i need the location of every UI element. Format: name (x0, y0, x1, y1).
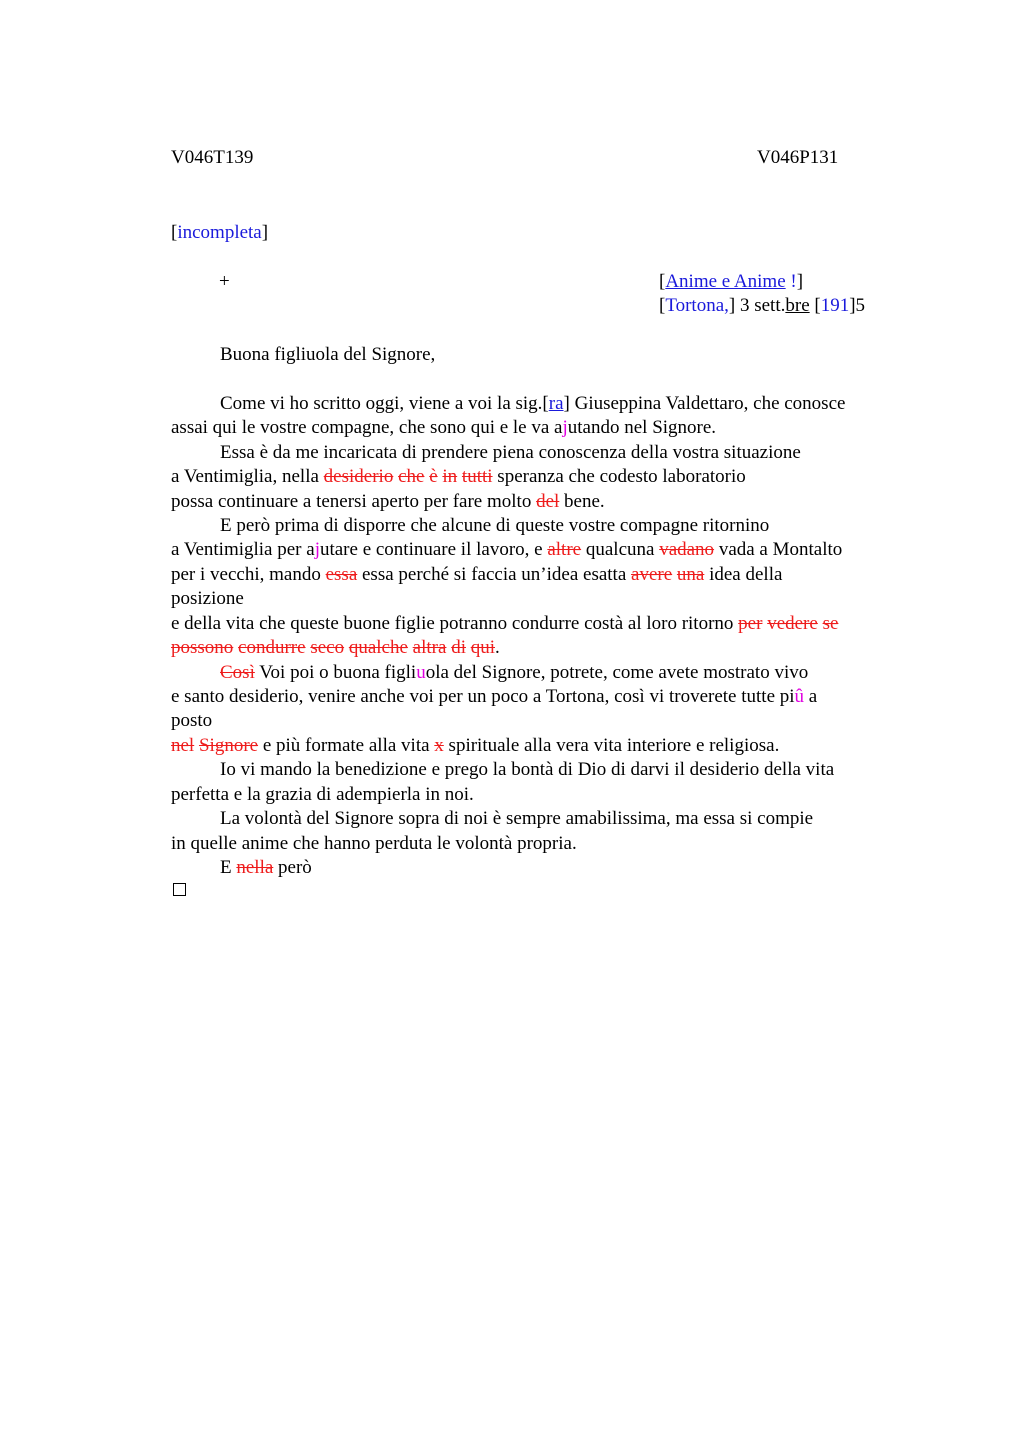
text: per i vecchi, mando (171, 564, 326, 585)
deletion: essa (325, 564, 358, 585)
body-line (220, 856, 312, 880)
document-code-left: V046T139 (171, 147, 254, 168)
place-name: Tortona, (665, 295, 729, 316)
text: a (804, 686, 818, 707)
text: ola del Signore, potrete, come avete mostrato vivo (425, 662, 809, 683)
deletion: vadano (659, 539, 715, 560)
deletion: tutti (461, 466, 493, 487)
deletion: Signore (198, 735, 259, 756)
exclamation: ! (790, 271, 797, 292)
deletion: in (442, 466, 458, 487)
bracket-open: [ (659, 295, 666, 316)
deletion: per (738, 613, 763, 634)
body-line (171, 636, 500, 660)
deletion: che (398, 466, 425, 487)
correction: û (794, 686, 805, 707)
deletion: desiderio (323, 466, 394, 487)
body-line (220, 392, 845, 416)
body-line: posizione (171, 588, 244, 609)
letter-title-line (659, 270, 803, 294)
text: spirituale alla vera vita interiore e religiosa. (443, 735, 780, 756)
text: idea della (704, 564, 783, 585)
correction: j (314, 539, 320, 560)
body-line (171, 490, 605, 514)
text: Come vi ho scritto oggi, viene a voi la sig.[ (220, 393, 549, 414)
deletion: condurre (238, 637, 306, 658)
deletion: una (676, 564, 705, 585)
body-line: La volontà del Signore sopra di noi è sempre amabilissima, ma essa si compie (220, 808, 814, 829)
text: utare e continuare il lavoro, e (319, 539, 548, 560)
text: e santo desiderio, venire anche voi per un poco a Tortona, così vi troverete tutte pi (171, 686, 795, 707)
text: E (220, 857, 237, 878)
date-text: ]5 (849, 295, 866, 316)
deletion: del (536, 491, 560, 512)
deletion: possono (171, 637, 234, 658)
document-code-right: V046P131 (757, 147, 839, 168)
text: vada a Montalto (714, 539, 843, 560)
cross-symbol: + (219, 271, 230, 292)
body-line (171, 538, 842, 562)
deletion: qualche (348, 637, 408, 658)
body-line (171, 563, 782, 587)
deletion: nel (171, 735, 195, 756)
status-note (171, 221, 268, 245)
deletion: è (429, 466, 438, 487)
body-line: E però prima di disporre che alcune di queste vostre compagne ritornino (220, 515, 770, 536)
deletion: vedere (767, 613, 818, 634)
bracket-close: ] (796, 271, 804, 292)
text: possa continuare a tenersi aperto per fare molto (171, 491, 537, 512)
body-line: perfetta e la grazia di adempierla in noi. (171, 784, 474, 805)
deletion: seco (310, 637, 345, 658)
letter-title-link[interactable]: Anime e Anime (665, 271, 786, 292)
text: qualcuna (581, 539, 660, 560)
deletion: altra (412, 637, 447, 658)
text: Voi poi o buona figli (254, 662, 417, 683)
text: essa perché si faccia un’idea esatta (357, 564, 632, 585)
text: assai qui le vostre compagne, che sono qui e le va a (171, 417, 563, 438)
letter-date-line (659, 294, 865, 318)
text: e più formate alla vita (258, 735, 435, 756)
text: a Ventimiglia, nella (171, 466, 324, 487)
deletion: di (451, 637, 466, 658)
body-line (171, 416, 716, 440)
date-text: [ (809, 295, 821, 316)
text: . (495, 637, 500, 658)
body-line: in quelle anime che hanno perduta le volontà propria. (171, 833, 577, 854)
deletion: altre (547, 539, 582, 560)
body-line (220, 661, 808, 685)
text: ] Giuseppina Valdettaro, che conosce (563, 393, 846, 414)
bracket-close: ] (261, 222, 269, 243)
text: però (273, 857, 312, 878)
year-part: 191 (820, 295, 850, 316)
text: a Ventimiglia per a (171, 539, 315, 560)
deletion: avere (631, 564, 673, 585)
text: speranza che codesto laboratorio (492, 466, 746, 487)
editorial-insert-link[interactable]: ra (548, 393, 564, 414)
correction: j (562, 417, 568, 438)
deletion: Così (220, 662, 255, 683)
text: bene. (559, 491, 605, 512)
body-line (171, 612, 838, 636)
text: e della vita che queste buone figlie potranno condurre costà al loro ritorno (171, 613, 739, 634)
deletion: se (822, 613, 839, 634)
date-superscript: bre (785, 295, 810, 316)
bracket-open: [ (659, 271, 666, 292)
text: utando nel Signore. (567, 417, 717, 438)
body-line: Io vi mando la benedizione e prego la bontà di Dio di darvi il desiderio della vita (220, 759, 835, 780)
deletion: qui (470, 637, 495, 658)
body-line (171, 465, 746, 489)
bracket-open: [ (171, 222, 178, 243)
deletion: nella (236, 857, 274, 878)
body-line (171, 685, 817, 709)
date-text: ] 3 sett. (728, 295, 786, 316)
correction: u (416, 662, 426, 683)
end-marker-square-icon (173, 883, 186, 896)
salutation: Buona figliuola del Signore, (220, 344, 436, 365)
body-line: posto (171, 710, 213, 731)
status-label: incompleta (177, 222, 262, 243)
body-line: Essa è da me incaricata di prendere piena conoscenza della vostra situazione (220, 442, 801, 463)
body-line (171, 734, 779, 758)
deletion: x (434, 735, 444, 756)
